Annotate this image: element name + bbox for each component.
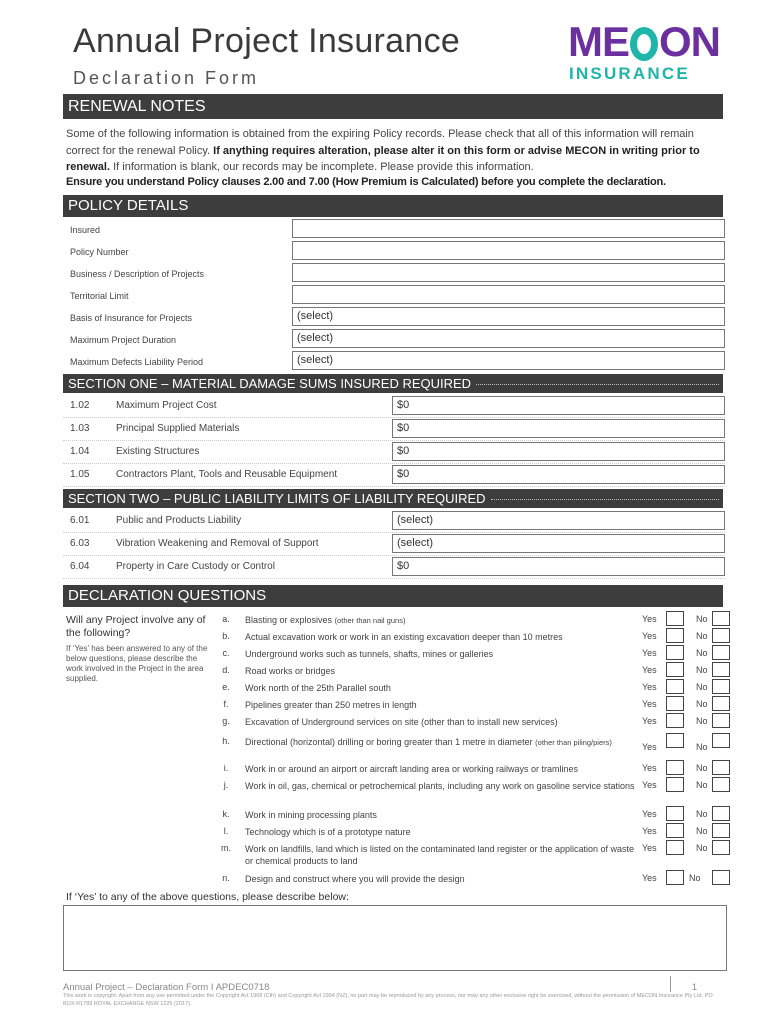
yes-label: Yes <box>642 665 657 675</box>
section-one-item-number: 1.05 <box>70 469 90 480</box>
yes-checkbox[interactable] <box>666 696 684 711</box>
section-one-sum-input[interactable]: $0 <box>392 396 725 415</box>
question-main-text: Work in mining processing plants <box>245 810 377 820</box>
declaration-intro: Will any Project involve any of the following? <box>66 614 206 639</box>
question-main-text: Underground works such as tunnels, shafts, mines or galleries <box>245 649 494 659</box>
no-label: No <box>696 809 708 819</box>
renewal-notes-heading: RENEWAL NOTES <box>63 94 723 119</box>
yes-checkbox[interactable] <box>666 713 684 728</box>
policy-field-label: Business / Description of Projects <box>70 269 205 279</box>
yes-label: Yes <box>642 682 657 692</box>
declaration-heading: DECLARATION QUESTIONS <box>63 585 723 607</box>
no-checkbox[interactable] <box>712 662 730 677</box>
question-letter: i. <box>223 763 229 773</box>
policy-field-label: Maximum Defects Liability Period <box>70 357 204 367</box>
logo-text-left: ME <box>568 18 629 65</box>
no-label: No <box>696 699 708 709</box>
footer-divider <box>670 976 671 992</box>
no-checkbox[interactable] <box>712 760 730 775</box>
logo-subtext: INSURANCE <box>569 64 690 83</box>
yes-label: Yes <box>642 631 657 641</box>
question-text <box>245 699 635 711</box>
question-letter: n. <box>222 873 230 883</box>
section-two-item-number: 6.04 <box>70 561 90 572</box>
policy-field-input[interactable]: (select) <box>292 351 725 370</box>
question-main-text: Directional (horizontal) drilling or boring greater than 1 metre in diameter <box>245 737 533 747</box>
renewal-text-1: Some of the following information is obtained from the expiring Policy records. Please check that all of this information will remain correct for the renewal Policy. <box>66 128 694 157</box>
form-title: Annual Project Insurance <box>73 22 461 60</box>
yes-checkbox[interactable] <box>666 760 684 775</box>
question-text <box>245 682 635 694</box>
renewal-text-2: If information is blank, our records may be incomplete. Please provide this information. <box>110 161 534 173</box>
row-divider <box>63 463 725 464</box>
section-one-sum-input[interactable]: $0 <box>392 419 725 438</box>
yes-checkbox[interactable] <box>666 733 684 748</box>
no-checkbox[interactable] <box>712 870 730 885</box>
section-two-item-label: Property in Care Custody or Control <box>116 561 275 572</box>
renewal-text-bold: If anything requires alteration, please alter it on this form or advise MECON in writing prior to renewal. <box>66 144 700 173</box>
no-label: No <box>696 826 708 836</box>
policy-field-label: Policy Number <box>70 247 129 257</box>
yes-checkbox[interactable] <box>666 806 684 821</box>
section-one-item-label: Principal Supplied Materials <box>116 423 240 434</box>
yes-checkbox[interactable] <box>666 870 684 885</box>
form-subtitle: Declaration Form <box>73 68 260 88</box>
question-main-text: Work in oil, gas, chemical or petrochemical plants, including any work on gasoline service stations <box>245 781 635 791</box>
no-checkbox[interactable] <box>712 696 730 711</box>
question-main-text: Technology which is of a prototype nature <box>245 827 411 837</box>
no-checkbox[interactable] <box>712 840 730 855</box>
question-text <box>245 763 635 775</box>
yes-label: Yes <box>642 809 657 819</box>
question-letter: m. <box>221 843 231 853</box>
row-divider <box>63 578 725 579</box>
no-label: No <box>696 682 708 692</box>
no-label: No <box>696 614 708 624</box>
section-two-item-number: 6.01 <box>70 515 90 526</box>
policy-field-input[interactable]: (select) <box>292 307 725 326</box>
policy-field-input[interactable] <box>292 263 725 282</box>
section-one-item-number: 1.04 <box>70 446 90 457</box>
question-text <box>245 716 635 728</box>
yes-checkbox[interactable] <box>666 777 684 792</box>
question-main-text: Work in or around an airport or aircraft landing area or working railways or tramlines <box>245 764 578 774</box>
section-one-item-number: 1.02 <box>70 400 90 411</box>
row-divider <box>63 440 725 441</box>
yes-checkbox[interactable] <box>666 823 684 838</box>
no-checkbox[interactable] <box>712 806 730 821</box>
question-letter: e. <box>222 682 230 692</box>
section-two-heading <box>63 489 723 508</box>
section-two-title: SECTION TWO – PUBLIC LIABILITY LIMITS OF LIABILITY REQUIRED <box>68 491 486 506</box>
row-divider <box>63 417 725 418</box>
no-checkbox[interactable] <box>712 733 730 748</box>
question-note: (other than piling/piers) <box>535 738 612 747</box>
no-label: No <box>696 665 708 675</box>
question-letter: d. <box>222 665 230 675</box>
question-letter: h. <box>222 736 230 746</box>
section-one-item-label: Maximum Project Cost <box>116 400 217 411</box>
yes-checkbox[interactable] <box>666 840 684 855</box>
row-divider <box>63 555 725 556</box>
section-two-item-number: 6.03 <box>70 538 90 549</box>
no-checkbox[interactable] <box>712 823 730 838</box>
yes-label: Yes <box>642 648 657 658</box>
question-text <box>245 809 635 821</box>
policy-field-input[interactable] <box>292 285 725 304</box>
question-letter: g. <box>222 716 230 726</box>
question-text <box>245 826 635 838</box>
yes-checkbox[interactable] <box>666 645 684 660</box>
no-checkbox[interactable] <box>712 777 730 792</box>
question-letter: c. <box>222 648 230 658</box>
question-note: (other than nail guns) <box>334 616 406 625</box>
question-main-text: Actual excavation work or work in an existing excavation deeper than 10 metres <box>245 632 563 642</box>
question-text <box>245 665 635 677</box>
question-main-text: Road works or bridges <box>245 666 336 676</box>
ensure-notice: Ensure you understand Policy clauses 2.00 and 7.00 (How Premium is Calculated) before you complete the declaration. <box>66 176 666 188</box>
yes-checkbox[interactable] <box>666 628 684 643</box>
policy-field-label: Maximum Project Duration <box>70 335 177 345</box>
yes-label: Yes <box>642 780 657 790</box>
question-main-text: Work north of the 25th Parallel south <box>245 683 391 693</box>
yes-checkbox[interactable] <box>666 662 684 677</box>
heading-dotted-rule <box>476 384 719 385</box>
section-two-item-label: Vibration Weakening and Removal of Support <box>116 538 319 549</box>
describe-label: If ‘Yes’ to any of the above questions, please describe below: <box>66 891 349 903</box>
policy-field-label: Insured <box>70 225 101 235</box>
question-main-text: Work on landfills, land which is listed on the contaminated land register or the application of waste or chemical products to land <box>245 844 635 866</box>
section-one-sum-input[interactable]: $0 <box>392 465 725 484</box>
policy-field-label: Basis of Insurance for Projects <box>70 313 193 323</box>
no-checkbox[interactable] <box>712 611 730 626</box>
no-label: No <box>696 763 708 773</box>
renewal-notes-text <box>66 126 726 176</box>
yes-label: Yes <box>642 614 657 624</box>
gear-icon <box>630 27 658 61</box>
question-text <box>245 780 635 792</box>
no-checkbox[interactable] <box>712 679 730 694</box>
no-checkbox[interactable] <box>712 645 730 660</box>
question-main-text: Blasting or explosives <box>245 615 333 625</box>
question-letter: j. <box>223 780 229 790</box>
question-letter: f. <box>223 699 229 709</box>
question-main-text: Design and construct where you will provide the design <box>245 874 465 884</box>
policy-field-input[interactable] <box>292 219 725 238</box>
mecon-logo <box>568 18 720 86</box>
yes-label: Yes <box>642 826 657 836</box>
yes-checkbox[interactable] <box>666 611 684 626</box>
policy-field-input[interactable] <box>292 241 725 260</box>
policy-field-input[interactable]: (select) <box>292 329 725 348</box>
no-label: No <box>696 742 708 752</box>
section-one-heading <box>63 374 723 393</box>
section-two-limit-input[interactable]: (select) <box>392 534 725 553</box>
section-one-item-label: Existing Structures <box>116 446 200 457</box>
yes-label: Yes <box>642 873 657 883</box>
heading-dotted-rule <box>491 499 719 500</box>
yes-label: Yes <box>642 742 657 752</box>
yes-label: Yes <box>642 699 657 709</box>
section-one-title: SECTION ONE – MATERIAL DAMAGE SUMS INSURED REQUIRED <box>68 376 472 391</box>
no-label: No <box>689 873 701 883</box>
copyright-notice: This work is copyright. Apart from any use permitted under the Copyright Act 1968 (Cth) and Copyright Act 1994 (NZ), no part may be reproduced by any process, nor may any other exclusive right be exercised, without the permission of MECON Insurance Pty Ltd, PO BOX R1789 ROYAL EXCHANGE NSW 1225 (2017). <box>63 993 713 1007</box>
section-two-limit-input[interactable]: (select) <box>392 511 725 530</box>
question-text <box>245 614 635 627</box>
question-text <box>245 843 635 867</box>
yes-label: Yes <box>642 716 657 726</box>
question-letter: l. <box>223 826 229 836</box>
question-text <box>245 873 635 885</box>
no-label: No <box>696 648 708 658</box>
section-two-limit-input[interactable]: $0 <box>392 557 725 576</box>
question-main-text: Excavation of Underground services on site (other than to install new services) <box>245 717 558 727</box>
section-one-item-label: Contractors Plant, Tools and Reusable Equipment <box>116 469 338 480</box>
question-text <box>245 736 635 749</box>
yes-label: Yes <box>642 843 657 853</box>
describe-textarea[interactable] <box>63 905 727 971</box>
no-label: No <box>696 716 708 726</box>
no-checkbox[interactable] <box>712 628 730 643</box>
section-one-item-number: 1.03 <box>70 423 90 434</box>
no-label: No <box>696 631 708 641</box>
yes-label: Yes <box>642 763 657 773</box>
section-one-sum-input[interactable]: $0 <box>392 442 725 461</box>
row-divider <box>63 486 725 487</box>
declaration-instruction: If ‘Yes’ has been answered to any of the below questions, please describe the work involved in the Project in the area supplied. <box>66 644 208 683</box>
question-letter: a. <box>222 614 230 624</box>
policy-details-heading: POLICY DETAILS <box>63 195 723 217</box>
section-two-item-label: Public and Products Liability <box>116 515 242 526</box>
question-text <box>245 631 635 643</box>
yes-checkbox[interactable] <box>666 679 684 694</box>
no-label: No <box>696 843 708 853</box>
logo-text-right: ON <box>659 18 720 65</box>
no-label: No <box>696 780 708 790</box>
question-letter: k. <box>222 809 230 819</box>
question-letter: b. <box>222 631 230 641</box>
question-text <box>245 648 635 660</box>
page-number: 1 <box>692 982 698 992</box>
no-checkbox[interactable] <box>712 713 730 728</box>
row-divider <box>63 532 725 533</box>
question-main-text: Pipelines greater than 250 metres in length <box>245 700 417 710</box>
policy-field-label: Territorial Limit <box>70 291 129 301</box>
footer-form-id: Annual Project – Declaration Form I APDEC0718 <box>63 982 270 993</box>
